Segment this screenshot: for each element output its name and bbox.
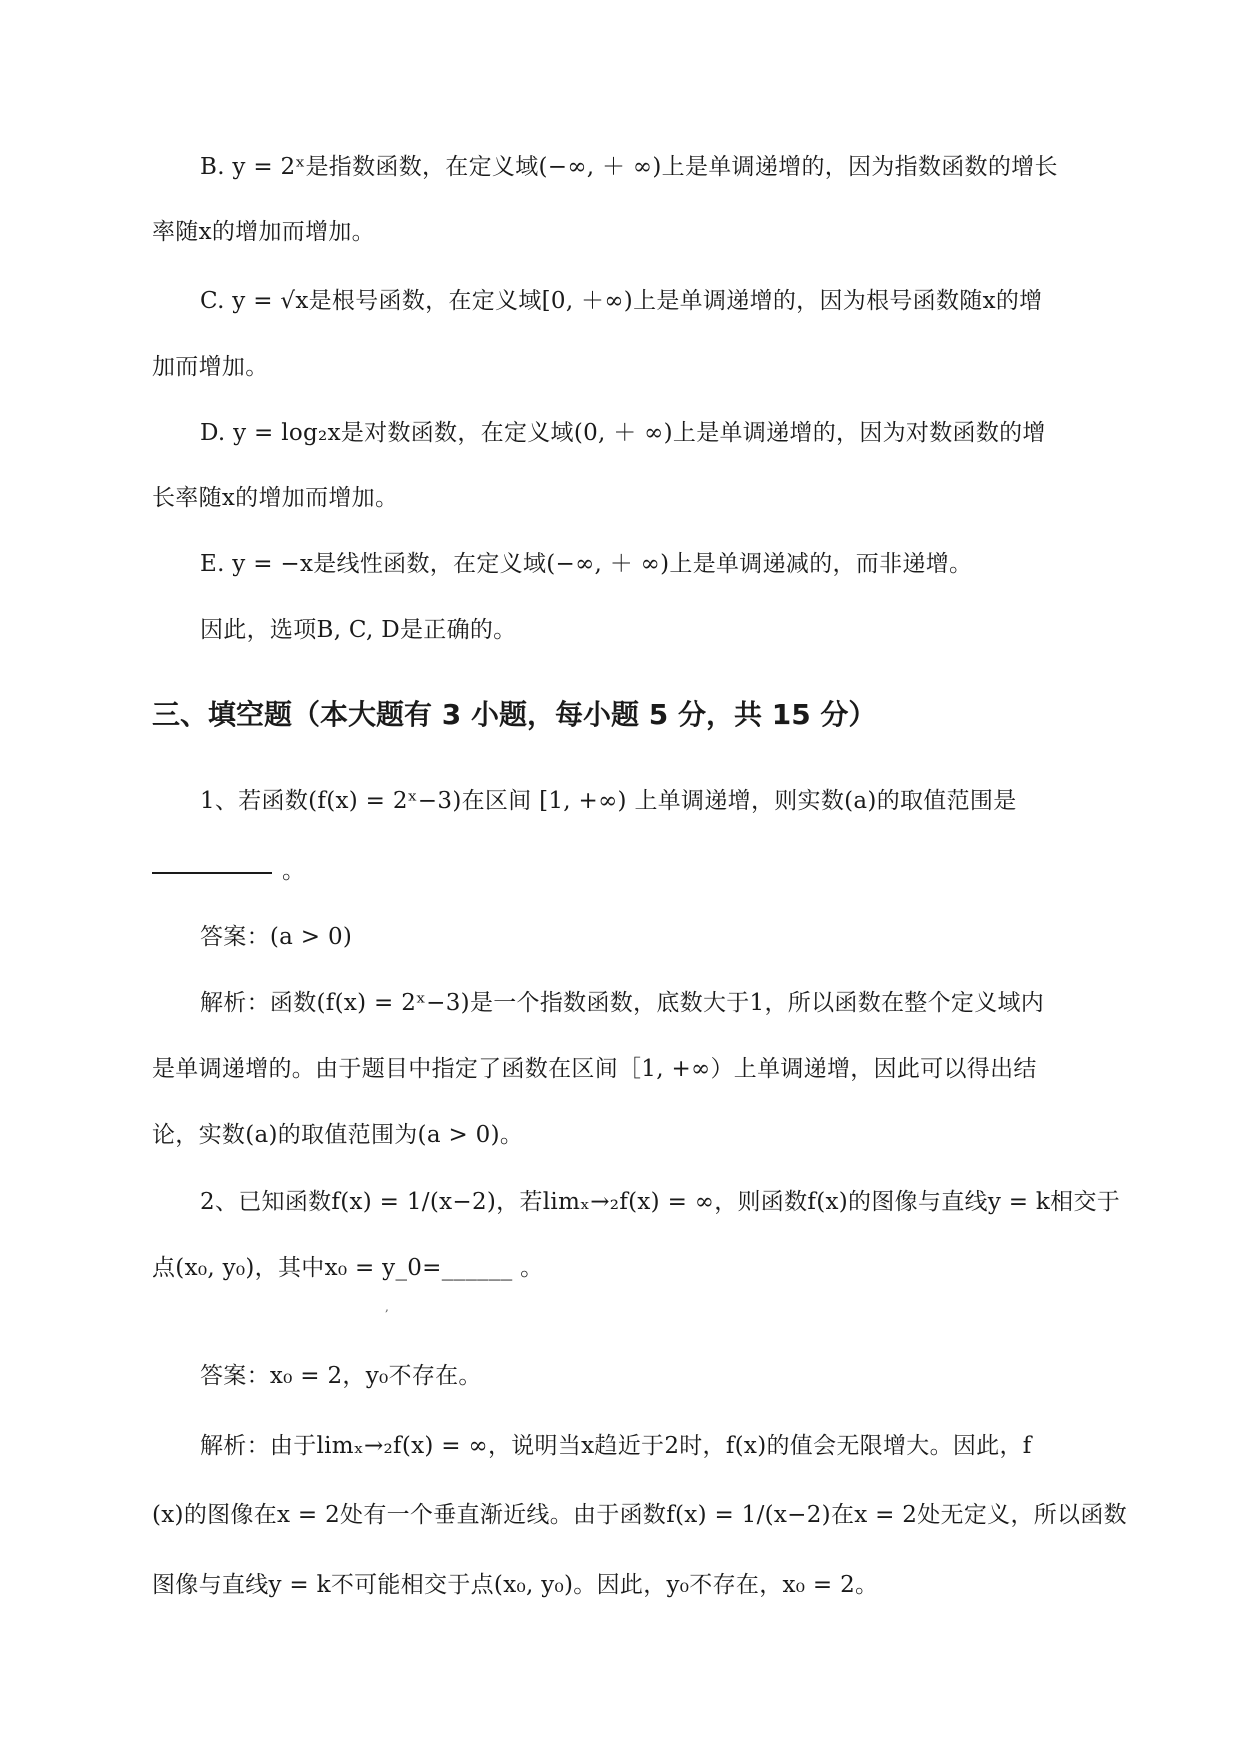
q2-analysis-line-2: (x)的图像在x = 2处有一个垂直渐近线。由于函数f(x) = 1/(x−2)在x = 2处无定义，所以函数 [152,1502,1127,1528]
stray-mark: , [385,1300,389,1314]
q2-question-line-2: 点(x₀, y₀)，其中x₀ = y_0=______ 。 [152,1255,544,1281]
conclusion-text: 因此，选项B, C, D是正确的。 [200,617,517,643]
q2-analysis-line-3: 图像与直线y = k不可能相交于点(x₀, y₀)。因此，y₀不存在，x₀ = 2。 [152,1572,879,1598]
option-b-line-2: 率随x的增加而增加。 [152,219,375,245]
option-e-line-1: E. y = −x是线性函数，在定义域(−∞, ＋ ∞)上是单调递减的，而非递增。 [200,551,973,577]
q2-analysis-line-1: 解析：由于limₓ→₂f(x) = ∞，说明当x趋近于2时，f(x)的值会无限增大。因此，f [200,1433,1032,1459]
q1-analysis-line-1: 解析：函数(f(x) = 2ˣ−3)是一个指数函数，底数大于1，所以函数在整个定义域内 [200,990,1045,1016]
q1-answer: 答案：(a > 0) [200,924,353,950]
q1-analysis-line-3: 论，实数(a)的取值范围为(a > 0)。 [152,1122,524,1148]
option-c-line-2: 加而增加。 [152,354,269,380]
option-b-line-1: B. y = 2ˣ是指数函数，在定义域(−∞, ＋ ∞)上是单调递增的，因为指数函数的增长 [200,154,1058,180]
q1-answer-blank [152,872,272,874]
q2-answer: 答案：x₀ = 2，y₀不存在。 [200,1363,482,1389]
option-d-line-2: 长率随x的增加而增加。 [152,485,399,511]
section-heading: 三、填空题（本大题有 3 小题，每小题 5 分，共 15 分） [152,698,877,731]
q2-question-line-1: 2、已知函数f(x) = 1/(x−2)，若limₓ→₂f(x) = ∞，则函数f(x)的图像与直线y = k相交于 [200,1189,1121,1215]
q1-analysis-line-2: 是单调递增的。由于题目中指定了函数在区间［1, +∞）上单调递增，因此可以得出结 [152,1056,1037,1082]
option-c-line-1: C. y = √x是根号函数，在定义域[0, ＋∞)上是单调递增的，因为根号函数随x的增 [200,288,1043,314]
q1-period: 。 [282,858,306,884]
q1-question-line-2 [152,856,305,886]
q1-question-line-1: 1、若函数(f(x) = 2ˣ−3)在区间 [1, +∞) 上单调递增，则实数(a)的取值范围是 [200,788,1017,814]
option-d-line-1: D. y = log₂x是对数函数，在定义域(0, ＋ ∞)上是单调递增的，因为对数函数的增 [200,420,1046,446]
